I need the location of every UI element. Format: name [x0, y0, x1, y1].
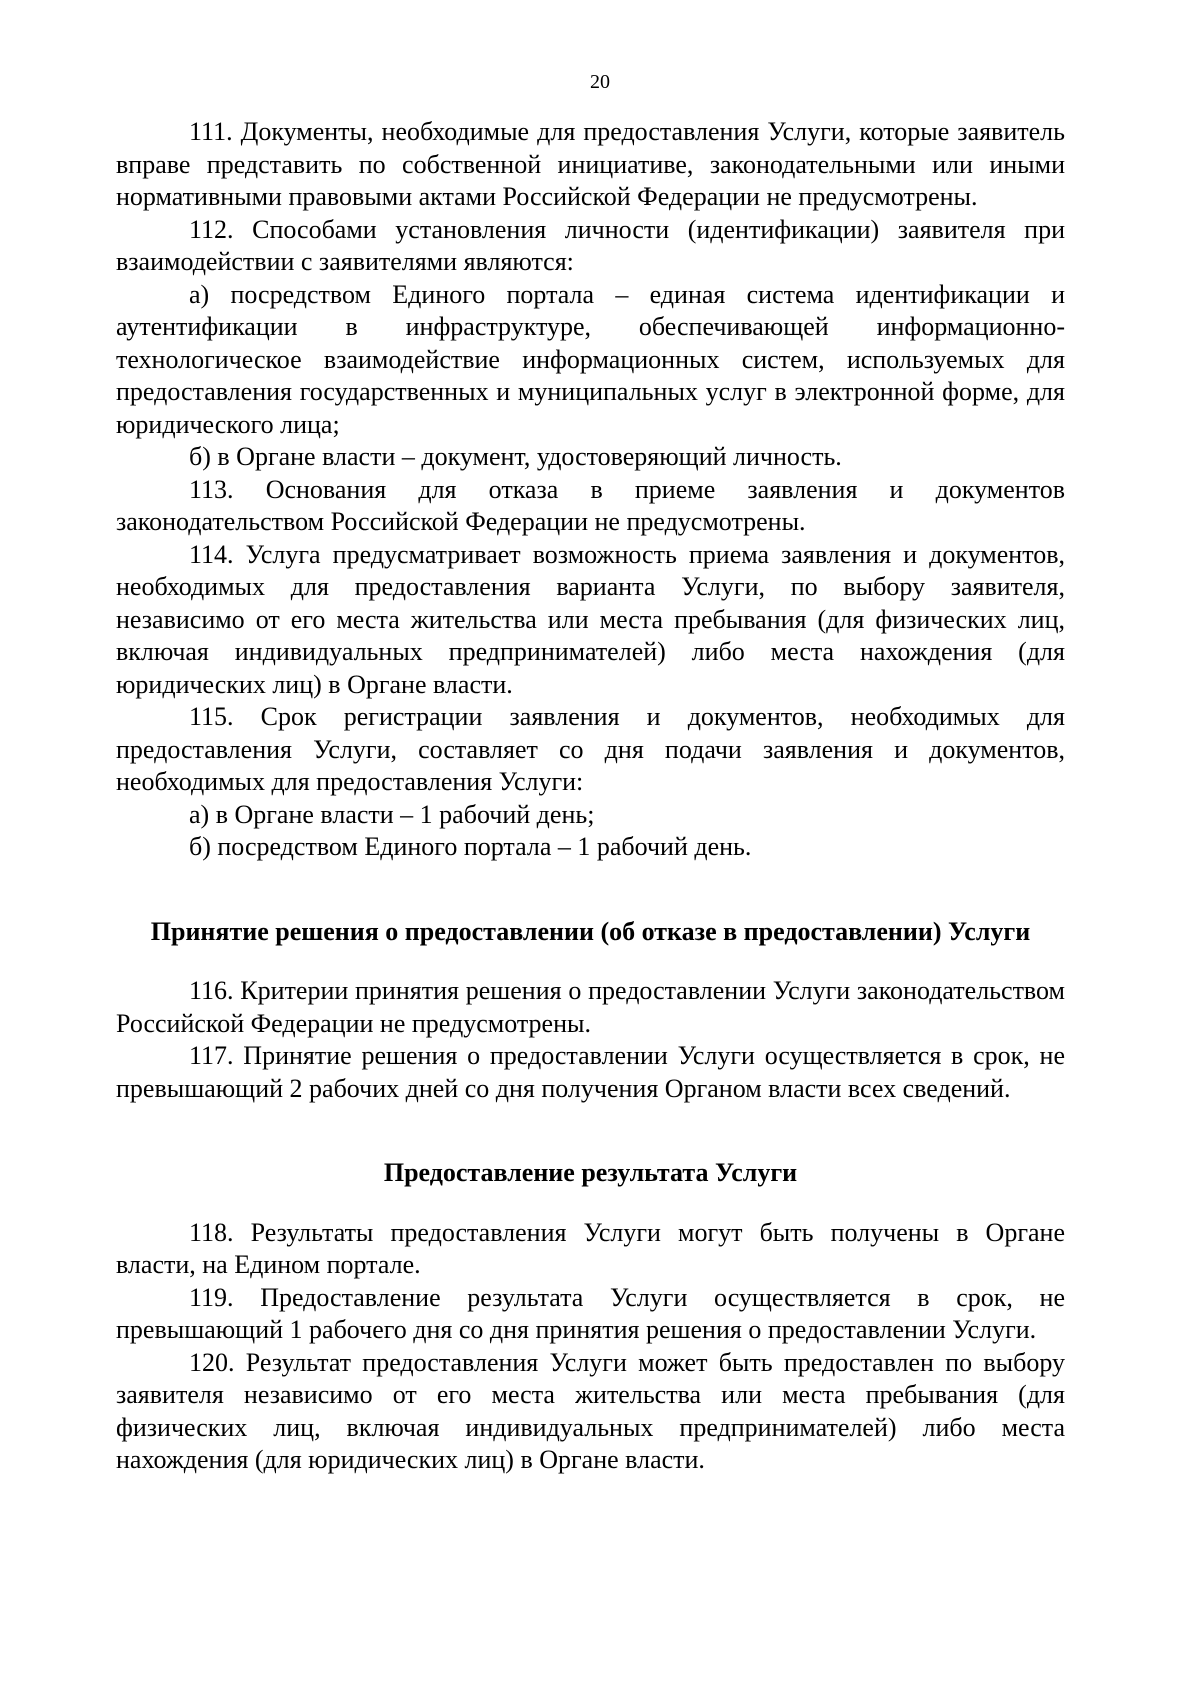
- paragraph-114: 114. Услуга предусматривает возможность приема заявления и документов, необходимых для предоставления варианта Услуги, по выбору заявителя, независимо от его места жительства или места пребывания (для физических лиц, включая индивидуальных предпринимателей) либо места нахождения (для юридических лиц) в Органе власти.: [116, 539, 1065, 699]
- paragraph-113: 113. Основания для отказа в приеме заявления и документов законодательством Российской Федерации не предусмотрены.: [116, 474, 1065, 536]
- section-registration: [116, 116, 1065, 864]
- document-body: [116, 116, 1065, 1477]
- section-decision: [116, 975, 1065, 1105]
- paragraph-115: 115. Срок регистрации заявления и документов, необходимых для предоставления Услуги, составляет со дня подачи заявления и документов, необходимых для предоставления Услуги:: [116, 702, 1065, 796]
- paragraph-120: 120. Результат предоставления Услуги может быть предоставлен по выбору заявителя независимо от его места жительства или места пребывания (для физических лиц, включая индивидуальных предпринимателей) либо места нахождения (для юридических лиц) в Органе власти.: [116, 1347, 1065, 1474]
- paragraph-115-a: а) в Органе власти – 1 рабочий день;: [189, 799, 595, 829]
- paragraph-115-b: б) посредством Единого портала – 1 рабочий день.: [189, 832, 752, 861]
- paragraph-118: 118. Результаты предоставления Услуги могут быть получены в Органе власти, на Едином портале.: [116, 1217, 1065, 1279]
- page-number: 20: [590, 71, 610, 93]
- paragraph-116: 116. Критерии принятия решения о предоставлении Услуги законодательством Российской Федерации не предусмотрены.: [116, 976, 1065, 1038]
- paragraph-112: 112. Способами установления личности (идентификации) заявителя при взаимодействии с заявителями являются:: [116, 214, 1065, 276]
- section-result: [116, 1217, 1065, 1477]
- paragraph-112-b: б) в Органе власти – документ, удостоверяющий личность.: [189, 442, 842, 471]
- section-heading-result: Предоставление результата Услуги: [383, 1158, 798, 1187]
- paragraph-119: 119. Предоставление результата Услуги осуществляется в срок, не превышающий 1 рабочего дня со дня принятия решения о предоставлении Услуги.: [116, 1282, 1065, 1344]
- paragraph-112-a: а) посредством Единого портала – единая система идентификации и аутентификации в инфраструктуре, обеспечивающей информационно-технологическое взаимодействие информационных систем, используемых для предоставления государственных и муниципальных услуг в электронной форме, для юридического лица;: [116, 279, 1065, 439]
- paragraph-111: 111. Документы, необходимые для предоставления Услуги, которые заявитель вправе представить по собственной инициативе, законодательными или иными нормативными правовыми актами Российской Федерации не предусмотрены.: [116, 117, 1065, 211]
- paragraph-117: 117. Принятие решения о предоставлении Услуги осуществляется в срок, не превышающий 2 рабочих дней со дня получения Органом власти всех сведений.: [116, 1041, 1065, 1103]
- section-heading-decision: Принятие решения о предоставлении (об отказе в предоставлении) Услуги: [150, 916, 1031, 946]
